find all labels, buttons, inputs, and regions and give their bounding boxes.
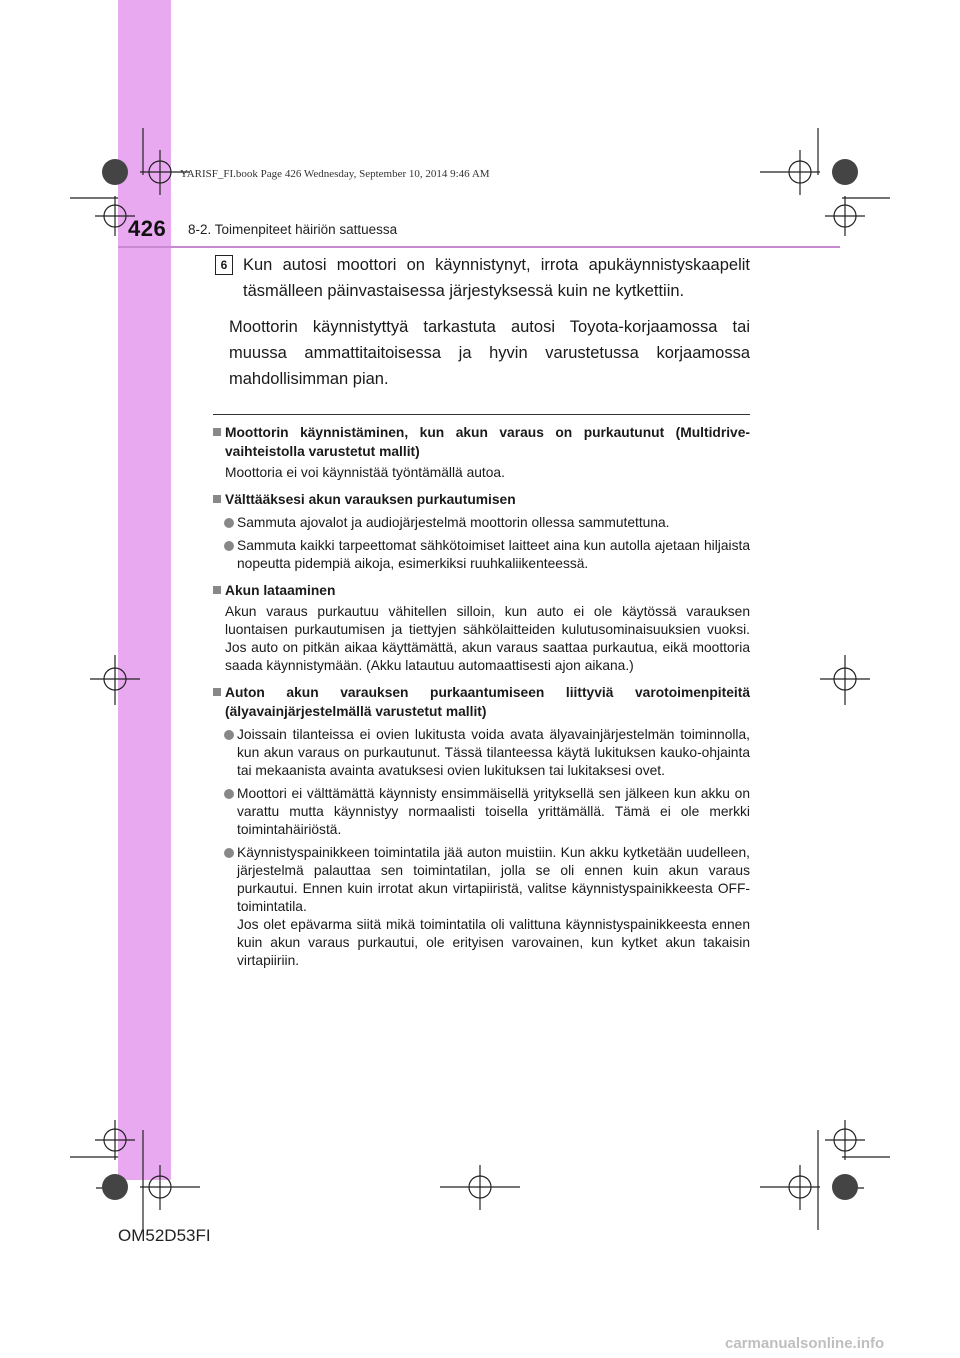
topic [213,683,750,970]
page-content [213,252,750,970]
square-bullet-icon [213,428,221,436]
book-file-info: YARISF_FI.book Page 426 Wednesday, September 10, 2014 9:46 AM [180,168,490,180]
topic-title: Auton akun varauksen purkaantumiseen liittyviä varotoimenpiteitä (älyavainjärjestelmällä varustetut mallit) [213,683,750,721]
topic [213,581,750,675]
manual-code: OM52D53FI [118,1226,211,1245]
watermark: carmanualsonline.info [725,1335,885,1352]
step-text: Kun autosi moottori on käynnistynyt, irrota apukäynnistyskaapelit täsmälleen päinvastaisessa järjestyksessä kuin ne kytkettiin. [243,256,750,300]
header-divider [118,246,840,248]
list-item: Joissain tilanteissa ei ovien lukitusta voida avata älyavainjärjestelmän toiminnolla, kun akun varaus on purkautunut. Tässä tilanteessa käytä lukituksen kauko-ohjainta tai mekaanista avainta avatuksesi ovien lukituksen tai lukitaksesi ovet. [213,726,750,780]
square-bullet-icon [213,586,221,594]
topic-title: Akun lataaminen [213,581,750,600]
step-number-box: 6 [215,255,233,275]
topic-text: Akun varaus purkautuu vähitellen silloin, kun auto ei ole käytössä varauksen luontaisen purkautumisen ja tiettyjen sähkölaitteiden kulutusominaisuuksien vuoksi. Jos auto on pitkän aikaa käyttämättä, akun varaus saattaa purkautua, eikä moottoria saada käynnistymään. (Akku latautuu automaattisesti ajon aikana.) [225,604,750,673]
step-note: Moottorin käynnistyttyä tarkastuta autosi Toyota-korjaamossa tai muussa ammattitaitoisessa ja hyvin varustetussa korjaamossa mahdollisimman pian. [229,318,750,388]
list-item: Käynnistyspainikkeen toimintatila jää auton muistiin. Kun akku kytketään uudelleen, järjestelmä palauttaa sen toimintatilan, jolla se oli ennen kuin akun varaus purkautui. Ennen kuin irrotat akun virtapiiristä, valitse käynnistyspainikkeesta OFF-toimintatila. Jos olet epävarma siitä mikä toimintatila oli valittuna käynnistyspainikkeesta ennen kuin akun varaus purkautui, ole erityisen varovainen, kun kytket akun takaisin virtapiiriin. [213,844,750,970]
topic [213,423,750,482]
section-divider [213,414,750,415]
circle-bullet-icon [224,541,234,551]
circle-bullet-icon [224,848,234,858]
page-number: 426 [128,216,167,241]
topic-title: Välttääksesi akun varauksen purkautumisen [213,490,750,509]
square-bullet-icon [213,688,221,696]
circle-bullet-icon [224,730,234,740]
circle-bullet-icon [224,518,234,528]
topic [213,490,750,573]
circle-bullet-icon [224,789,234,799]
square-bullet-icon [213,495,221,503]
procedure-step [213,252,750,304]
topic-text: Moottoria ei voi käynnistää työntämällä autoa. [225,465,505,480]
section-title: 8-2. Toimenpiteet häiriön sattuessa [188,222,398,237]
list-item: Sammuta kaikki tarpeettomat sähkötoimiset laitteet aina kun autolla ajetaan hiljaista nopeutta pidempiä aikoja, esimerkiksi ruuhkaliikenteessä. [213,537,750,573]
topic-title: Moottorin käynnistäminen, kun akun varaus on purkautunut (Multidrive-vaihteistolla varustetut mallit) [213,423,750,461]
list-item: Moottori ei välttämättä käynnisty ensimmäisellä yrityksellä sen jälkeen kun akku on varattu mutta käynnistyy normaalisti toisella yrittämällä. Tämä ei ole merkki toimintahäiriöstä. [213,785,750,839]
page-header [118,216,838,248]
list-item: Sammuta ajovalot ja audiojärjestelmä moottorin ollessa sammutettuna. [213,514,750,532]
